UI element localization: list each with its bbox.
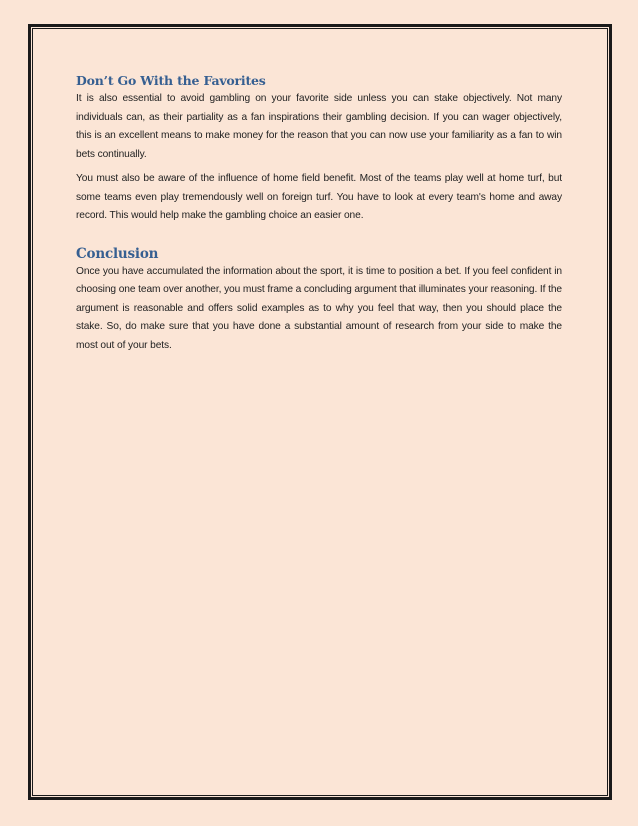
paragraph-conclusion-1: Once you have accumulated the information about the sport, it is time to position a bet. If you feel confident in choosing one team over another, you must frame a concluding argument that illuminates your reasoning. If the argument is reasonable and offers solid examples as to why you feel that way, then you should place the stake. So, do make sure that you have done a substantial amount of research from your side to make the most out of your bets. bbox=[76, 265, 562, 351]
paragraph-favorites-1: It is also essential to avoid gambling on your favorite side unless you can stake objectively. Not many individuals can, as their partiality as a fan inspirations their gambling decision. If you can wager objectively, this is an excellent means to make money for the reason that you can now use your familiarity as a fan to win bets continually. bbox=[76, 93, 562, 160]
section-heading-conclusion: Conclusion bbox=[76, 245, 159, 262]
section-heading-favorites: Don’t Go With the Favorites bbox=[76, 73, 266, 88]
paragraph-favorites-2: You must also be aware of the influence of home field benefit. Most of the teams play well at home turf, but some teams even play tremendously well on foreign turf. You have to look at every team's home and away record. This would help make the gambling choice an easier one. bbox=[76, 173, 562, 221]
document-body bbox=[76, 72, 562, 355]
